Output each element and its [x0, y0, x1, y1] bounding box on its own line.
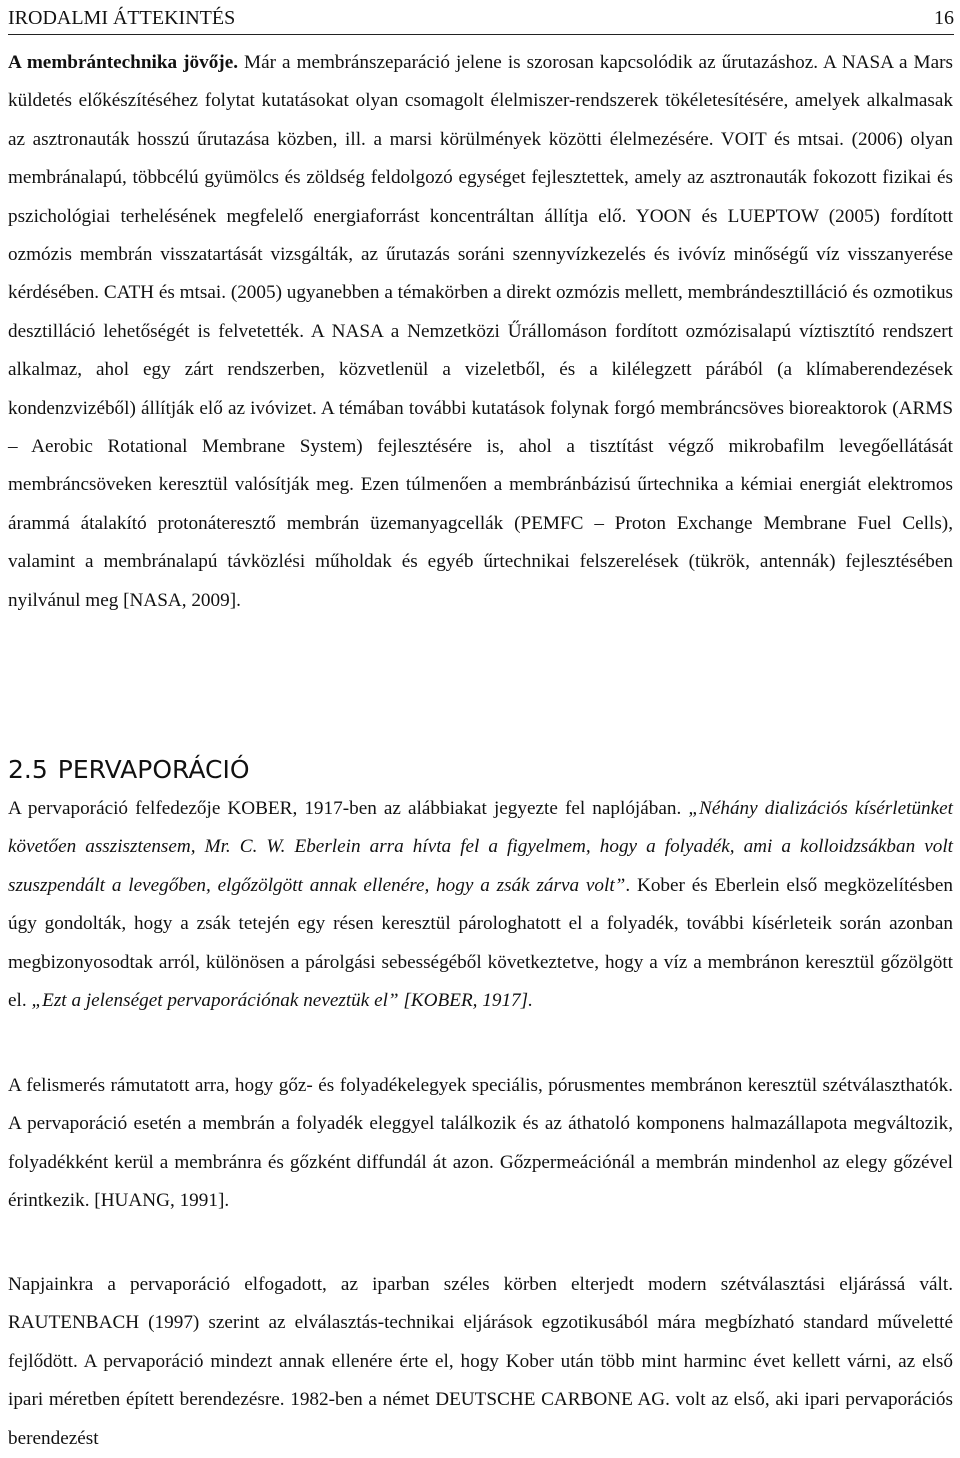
- paragraph-kober: [8, 790, 953, 1020]
- paragraph-text: . Kober és Eberlein első megközelítésben úgy gondolták, hogy a zsák tetején egy résen keresztül párologhatott el a folyadék, további kísérleteik során azonban megbizonyosodtak arról, különösen a párolgási sebességéből következtetve, hogy a víz a membránon keresztül gőzölgött el.: [8, 874, 953, 1012]
- section-heading: [8, 750, 250, 790]
- paragraph-recognition: [8, 1067, 953, 1221]
- paragraph-lead: A membrántechnika jövője.: [8, 52, 239, 73]
- paragraph-text: A felismerés rámutatott arra, hogy gőz- és folyadékelegyek speciális, pórusmentes membránon keresztül szétválaszthatók. A pervaporáció esetén a membrán a folyadék eleggyel találkozik és az áthatoló komponens halmazállapota megváltozik, folyadékként kerül a membránra és gőzként diffundál át azon. Gőzpermeációnál a membrán mindenhol az elegy gőzével érintkezik. [HUANG, 1991].: [8, 1075, 953, 1212]
- kober-definition-quote: „Ezt a jelenséget pervaporációnak neveztük el” [KOBER, 1917].: [31, 990, 533, 1012]
- page-number: 16: [934, 7, 954, 29]
- paragraph-text: Napjainkra a pervaporáció elfogadott, az iparban széles körben elterjedt modern szétválasztási eljárássá vált. RAUTENBACH (1997) szerint az elválasztás-technikai eljárások egzotikusából mára megbízható standard műveletté fejlődött. A pervaporáció mindezt annak ellenére érte el, hogy Kober után több mint harminc évet kellett várni, az első ipari méretben épített berendezésre. 1982-ben a német DEUTSCHE CARBONE AG. volt az első, aki ipari pervaporációs berendezést: [8, 1274, 953, 1449]
- paragraph-industrial-use: [8, 1266, 953, 1458]
- section-number: 2.5: [8, 755, 48, 784]
- section-heading-title: PERVAPORÁCIÓ: [57, 755, 250, 784]
- paragraph-text: Már a membránszeparáció jelene is szorosan kapcsolódik az űrutazáshoz. A NASA a Mars küldetés előkészítéséhez folytat kutatásokat olyan csomagolt élelmiszer-rendszerek tökéletesítésére, amelyek alkalmasak az asztronauták hosszú űrutazása közben, ill. a marsi körülmények közötti élelmezésére. VOIT és mtsai. (2006) olyan membránalapú, többcélú gyümölcs és zöldség feldolgozó egységet fejlesztettek, amely az asztronauták fokozott fizikai és pszichológiai terhelésének megfelelő energiaforrást koncentráltan állítja elő. YOON és LUEPTOW (2005) fordított ozmózis membrán visszatartását vizsgálták, az űrutazás soráni szennyvízkezelés és ivóvíz minőségű víz visszanyerése kérdésében. CATH és mtsai. (2005) ugyanebben a témakörben a direkt ozmózis mellett, membrándesztilláció és ozmotikus desztilláció lehetőségét is felvetették. A NASA a Nemzetközi Űrállomáson fordított ozmózisalapú víztisztító rendszert alkalmaz, ahol egy zárt rendszerben, közvetlenül a vizeletből, és a kilélegzett párából (a klímaberendezések kondenzvizéből) állítják elő az ivóvizet. A témában további kutatások folynak forgó membráncsöves bioreaktorok (ARMS – Aerobic Rotational Membrane System) fejlesztésére is, ahol a tisztítást végző mikrobafilm levegőellátását membráncsöveken keresztül valósítják meg. Ezen túlmenően a membránbázisú űrtechnika a kémiai energiát elektromos árammá átalakító protonáteresztő membrán üzemanyagcellák (PEMFC – Proton Exchange Membrane Fuel Cells), valamint a membránalapú távközlési műholdak és egyéb űrtechnikai felszerelések (tükrök, antennák) fejlesztésében nyilvánul meg [NASA, 2009].: [8, 52, 953, 611]
- kober-quote: „Néhány dializációs kísérletünket követően asszisztensem, Mr. C. W. Eberlein arra hívta fel a figyelmem, hogy a folyadék, ami a kolloidzsákban volt szuszpendált a levegőben, elgőzölgött annak ellenére, hogy a zsák zárva volt”: [8, 798, 953, 896]
- section-title: IRODALMI ÁTTEKINTÉS: [8, 7, 236, 29]
- running-header: [8, 4, 954, 35]
- paragraph-membrane-future: [8, 44, 953, 620]
- paragraph-text: A pervaporáció felfedezője KOBER, 1917-ben az alábbiakat jegyezte fel naplójában.: [8, 798, 689, 819]
